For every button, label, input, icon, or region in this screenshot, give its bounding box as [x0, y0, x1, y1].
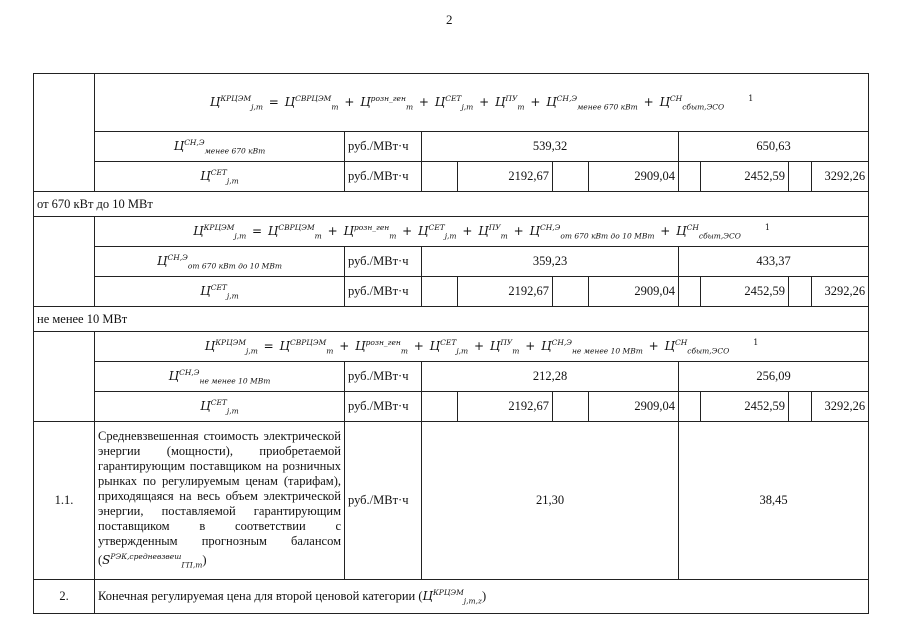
- footnote-mark: 1: [753, 337, 759, 347]
- formula-term: $Ц^{СВРЦЭМ}_m$: [284, 93, 339, 112]
- row-number: 1.1.: [34, 422, 95, 580]
- cne-symbol: $Ц^{СН,Э}_{от 670 кВт до 10 МВт}$: [157, 252, 282, 271]
- formula: $Ц^{КРЦЭМ}_{j,m} = Ц^{СВРЦЭМ}_m + Ц^{розн\_ген}_m + Ц^{СЕТ}_{j,m} + Ц^{ПУ}_m + Ц^{СН,Э}_{не менее 10 МВт} + Ц^{СН}_{сбыт,ЭСО}^1$: [204, 337, 759, 356]
- formula: $Ц^{КРЦЭМ}_{j,m} = Ц^{СВРЦЭМ}_m + Ц^{розн\_ген}_m + Ц^{СЕТ}_{j,m} + Ц^{ПУ}_m + Ц^{СН,Э}_{от 670 кВт до 10 МВт} + Ц^{СН}_{сбыт,ЭСО}^1$: [193, 222, 770, 241]
- symbol-cell: [95, 162, 345, 192]
- formula-term: $Ц^{ПУ}_m$: [489, 337, 520, 356]
- formula-term: $Ц^{СН}_{сбыт,ЭСО}$: [659, 93, 725, 112]
- value-cell: 2192,67: [458, 162, 553, 192]
- formula-term: $Ц^{КРЦЭМ}_{j,m}$: [204, 337, 258, 356]
- set-symbol: $Ц^{СЕТ}_{j,m}$: [200, 397, 239, 416]
- formula-term: $Ц^{розн\_ген}_m$: [343, 222, 397, 241]
- unit-cell: руб./МВт·ч: [345, 132, 422, 162]
- avg-cost-symbol: $S^{РЭК,средневзвеш}_{ГП,m}$: [102, 551, 203, 570]
- formula-term: $Ц^{СН,Э}_{менее 670 кВт}$: [546, 93, 638, 112]
- formula-term: $Ц^{СН}_{сбыт,ЭСО}$: [676, 222, 741, 241]
- value-cell: 2452,59: [701, 392, 789, 422]
- empty-cell: [789, 277, 812, 307]
- unit-cell: руб./МВт·ч: [345, 392, 422, 422]
- formula-cell: [95, 217, 869, 247]
- unit-cell: руб./МВт·ч: [345, 422, 422, 580]
- value-cell: 2452,59: [701, 162, 789, 192]
- formula-term: $Ц^{ПУ}_m$: [494, 93, 525, 112]
- formula-row: [34, 74, 869, 132]
- description-text: Конечная регулируемая цена для второй ценовой категории (: [98, 588, 423, 603]
- symbol-cell: [95, 132, 345, 162]
- symbol-cell: [95, 277, 345, 307]
- set-symbol: $Ц^{СЕТ}_{j,m}$: [200, 282, 239, 301]
- value-cell: 3292,26: [812, 277, 869, 307]
- value-cell: 359,23: [422, 247, 679, 277]
- formula-cell: [95, 332, 869, 362]
- value-cell: 3292,26: [812, 392, 869, 422]
- formula: $Ц^{КРЦЭМ}_{j,m} = Ц^{СВРЦЭМ}_m + Ц^{розн\_ген}_m + Ц^{СЕТ}_{j,m} + Ц^{ПУ}_m + Ц^{СН,Э}_{менее 670 кВт} + Ц^{СН}_{сбыт,ЭСО}^1$: [209, 93, 754, 112]
- description-text: Средневзвешенная стоимость электрической энергии (мощности), приобретаемой гарантирующим поставщиком на розничных рынках по регулируемым ценам (тарифам), приходящаяся на весь объем электрической энергии, поставляемой гарантирующим поставщиком в соответствии с утвержденным прогнозным балансом (: [98, 428, 341, 567]
- value-cell: 3292,26: [812, 162, 869, 192]
- empty-cell: [553, 277, 589, 307]
- value-cell: 2909,04: [589, 392, 679, 422]
- formula-term: $Ц^{СЕТ}_{j,m}$: [418, 222, 457, 241]
- unit-cell: руб./МВт·ч: [345, 362, 422, 392]
- table-row: [34, 247, 869, 277]
- table-body: [34, 74, 869, 614]
- value-cell: 38,45: [679, 422, 869, 580]
- empty-cell: [679, 277, 701, 307]
- value-cell: 539,32: [422, 132, 679, 162]
- group-heading-row: [34, 307, 869, 332]
- formula-term: $Ц^{СВРЦЭМ}_m$: [267, 222, 322, 241]
- formula-term: $Ц^{СЕТ}_{j,m}$: [434, 93, 474, 112]
- formula-term: $Ц^{СВРЦЭМ}_m$: [279, 337, 334, 356]
- value-cell: 256,09: [679, 362, 869, 392]
- number-cell: [34, 217, 95, 307]
- footnote-mark: 1: [764, 222, 770, 232]
- footnote-mark: 1: [748, 93, 754, 103]
- formula-term: $Ц^{ПУ}_m$: [478, 222, 508, 241]
- value-cell: 2909,04: [589, 162, 679, 192]
- value-cell: 2452,59: [701, 277, 789, 307]
- formula-row: [34, 332, 869, 362]
- cne-symbol: $Ц^{СН,Э}_{менее 670 кВт}$: [173, 137, 266, 156]
- formula-term: $Ц^{СН,Э}_{от 670 кВт до 10 МВт}$: [529, 222, 655, 241]
- row-description: Конечная регулируемая цена для второй ценовой категории $(Ц^{КРЦЭМ}_{j,m,z})$: [95, 580, 869, 614]
- formula-term: $Ц^{СЕТ}_{j,m}$: [429, 337, 469, 356]
- value-cell: 2192,67: [458, 277, 553, 307]
- group-heading-row: [34, 192, 869, 217]
- table-row: [34, 132, 869, 162]
- set-symbol: $Ц^{СЕТ}_{j,m}$: [200, 167, 239, 186]
- table-row: [34, 422, 869, 580]
- table-row: [34, 580, 869, 614]
- final-price-symbol: $Ц^{КРЦЭМ}_{j,m,z}$: [422, 587, 482, 606]
- formula-term: $Ц^{розн\_ген}_m$: [355, 337, 408, 356]
- table-row: [34, 162, 869, 192]
- formula-row: [34, 217, 869, 247]
- table-row: [34, 362, 869, 392]
- value-cell: 212,28: [422, 362, 679, 392]
- formula-term: $Ц^{СН}_{сбыт,ЭСО}$: [664, 337, 730, 356]
- empty-cell: [789, 392, 812, 422]
- row-number: 2.: [34, 580, 95, 614]
- value-cell: 433,37: [679, 247, 869, 277]
- value-cell: 2192,67: [458, 392, 553, 422]
- formula-cell: [95, 74, 869, 132]
- unit-cell: руб./МВт·ч: [345, 277, 422, 307]
- value-cell: 650,63: [679, 132, 869, 162]
- formula-term: $Ц^{СН,Э}_{не менее 10 МВт}$: [541, 337, 643, 356]
- empty-cell: [553, 162, 589, 192]
- cne-symbol: $Ц^{СН,Э}_{не менее 10 МВт}$: [168, 367, 271, 386]
- tariff-table: [33, 73, 869, 614]
- group-heading: от 670 кВт до 10 МВт: [34, 192, 869, 217]
- formula-term: $Ц^{КРЦЭМ}_{j,m}$: [193, 222, 247, 241]
- group-heading: не менее 10 МВт: [34, 307, 869, 332]
- row-description: Средневзвешенная стоимость электрической энергии (мощности), приобретаемой гарантирующим поставщиком на розничных рынках по регулируемым ценам (тарифам), приходящаяся на весь объем электрической энергии, поставляемой гарантирующим поставщиком в соответствии с утвержденным прогнозным балансом $(S^{РЭК,средневзвеш}_{ГП,m})$: [95, 422, 345, 580]
- symbol-cell: [95, 392, 345, 422]
- formula-term: $Ц^{розн\_ген}_m$: [360, 93, 414, 112]
- symbol-cell: [95, 362, 345, 392]
- page-number: 2: [446, 12, 453, 27]
- table-row: [34, 277, 869, 307]
- empty-cell: [422, 392, 458, 422]
- empty-cell: [553, 392, 589, 422]
- unit-cell: руб./МВт·ч: [345, 247, 422, 277]
- empty-cell: [679, 162, 701, 192]
- number-cell: [34, 74, 95, 192]
- number-cell: [34, 332, 95, 422]
- formula-term: $Ц^{КРЦЭМ}_{j,m}$: [209, 93, 263, 112]
- empty-cell: [679, 392, 701, 422]
- empty-cell: [422, 277, 458, 307]
- table-row: [34, 392, 869, 422]
- unit-cell: руб./МВт·ч: [345, 162, 422, 192]
- symbol-cell: [95, 247, 345, 277]
- value-cell: 21,30: [422, 422, 679, 580]
- value-cell: 2909,04: [589, 277, 679, 307]
- empty-cell: [789, 162, 812, 192]
- empty-cell: [422, 162, 458, 192]
